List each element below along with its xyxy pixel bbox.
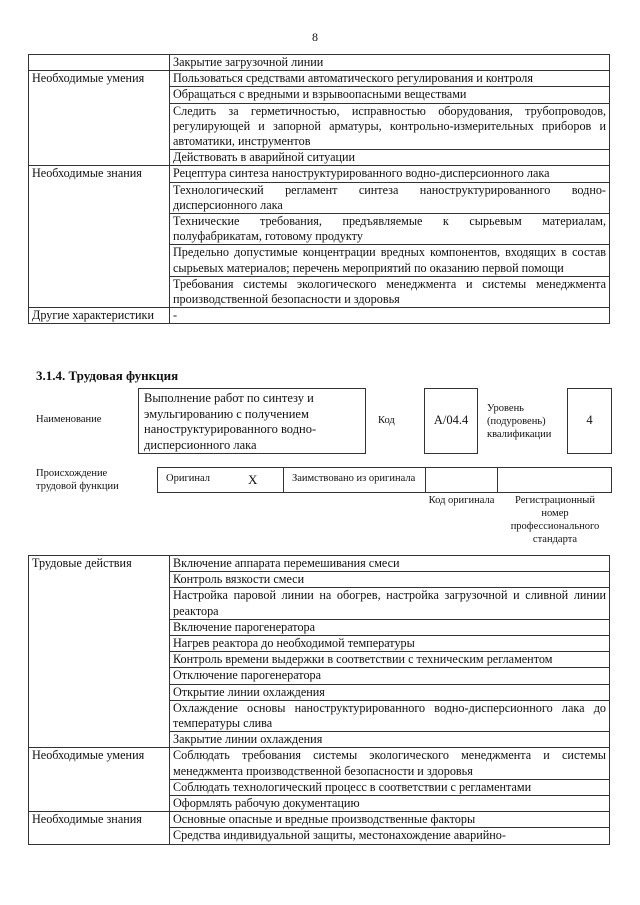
row-group-label: Необходимые знания bbox=[29, 812, 170, 844]
row-item: Включение парогенератора bbox=[170, 619, 610, 635]
row-item: Закрытие загрузочной линии bbox=[170, 55, 610, 71]
row-item: Предельно допустимые концентрации вредных компонентов, входящих в состав сырьевых материалов; перечень мероприятий по оказанию первой помощи bbox=[170, 245, 610, 276]
row-group-label: Необходимые умения bbox=[29, 71, 170, 166]
requirements-table-1 bbox=[28, 54, 610, 324]
level-label: Уровень (подуровень) квалификации bbox=[487, 403, 552, 440]
reg-number-caption: Регистрационный номер профессионального стандарта bbox=[510, 495, 600, 545]
table-row bbox=[29, 812, 610, 828]
row-item: Настройка паровой линии на обогрев, настройка загрузочной и сливной линии реактора bbox=[170, 588, 610, 619]
table-row bbox=[29, 556, 610, 572]
table-row bbox=[29, 308, 610, 324]
origin-label: Происхождение трудовой функции bbox=[36, 468, 119, 492]
row-item: Рецептура синтеза наноструктурированного водно-дисперсионного лака bbox=[170, 166, 610, 182]
name-label: Наименование bbox=[36, 414, 102, 425]
row-item: Соблюдать требования системы экологического менеджмента и системы менеджмента производственной безопасности и здоровья bbox=[170, 748, 610, 779]
row-item: Следить за герметичностью, исправностью оборудования, трубопроводов, регулирующей и запорной арматуры, контрольно-измерительных приборов и автоматики, инструментов bbox=[170, 103, 610, 150]
row-item: Включение аппарата перемешивания смеси bbox=[170, 556, 610, 572]
row-group-label: Другие характеристики bbox=[29, 308, 170, 324]
original-mark: X bbox=[248, 472, 258, 487]
row-item: Основные опасные и вредные производственные факторы bbox=[170, 812, 610, 828]
code-original-caption: Код оригинала bbox=[428, 495, 495, 506]
table-row bbox=[29, 748, 610, 779]
row-item: Средства индивидуальной защиты, местонахождение аварийно- bbox=[170, 828, 610, 844]
row-item: Технические требования, предъявляемые к сырьевым материалам, полуфабрикатам, готовому продукту bbox=[170, 214, 610, 245]
table-row bbox=[29, 55, 610, 71]
original-label: Оригинал bbox=[166, 473, 210, 484]
row-item: Соблюдать технологический процесс в соответствии с регламентами bbox=[170, 779, 610, 795]
table-row bbox=[29, 71, 610, 87]
row-item: Контроль времени выдержки в соответствии с техническим регламентом bbox=[170, 652, 610, 668]
section-heading: 3.1.4. Трудовая функция bbox=[36, 368, 179, 383]
row-item: Обращаться с вредными и взрывоопасными веществами bbox=[170, 87, 610, 103]
qualification-level: 4 bbox=[567, 388, 612, 454]
original-cell bbox=[157, 467, 284, 493]
borrowed-cell: Заимствовано из оригинала bbox=[283, 467, 426, 493]
row-item: Требования системы экологического менеджмента и системы менеджмента производственной безопасности и здоровья bbox=[170, 276, 610, 307]
row-item: Действовать в аварийной ситуации bbox=[170, 150, 610, 166]
requirements-table-2 bbox=[28, 555, 610, 845]
row-group-label: Трудовые действия bbox=[29, 556, 170, 748]
row-item: Оформлять рабочую документацию bbox=[170, 796, 610, 812]
row-item: - bbox=[170, 308, 610, 324]
reg-number-cell bbox=[497, 467, 612, 493]
row-item: Открытие линии охлаждения bbox=[170, 684, 610, 700]
row-item: Отключение парогенератора bbox=[170, 668, 610, 684]
code-original-cell bbox=[425, 467, 498, 493]
row-group-label bbox=[29, 55, 170, 71]
function-code: А/04.4 bbox=[424, 388, 478, 454]
table-row bbox=[29, 166, 610, 182]
function-name: Выполнение работ по синтезу и эмульгированию с получением наноструктурированного водно-дисперсионного лака bbox=[138, 388, 366, 454]
row-item: Охлаждение основы наноструктурированного водно-дисперсионного лака до температуры слива bbox=[170, 700, 610, 731]
code-label: Код bbox=[378, 415, 395, 426]
row-item: Нагрев реактора до необходимой температуры bbox=[170, 636, 610, 652]
row-group-label: Необходимые знания bbox=[29, 166, 170, 308]
row-item: Технологический регламент синтеза наноструктурированного водно-дисперсионного лака bbox=[170, 182, 610, 213]
page-number: 8 bbox=[312, 30, 318, 44]
row-item: Пользоваться средствами автоматического регулирования и контроля bbox=[170, 71, 610, 87]
row-item: Контроль вязкости смеси bbox=[170, 572, 610, 588]
row-group-label: Необходимые умения bbox=[29, 748, 170, 812]
row-item: Закрытие линии охлаждения bbox=[170, 732, 610, 748]
